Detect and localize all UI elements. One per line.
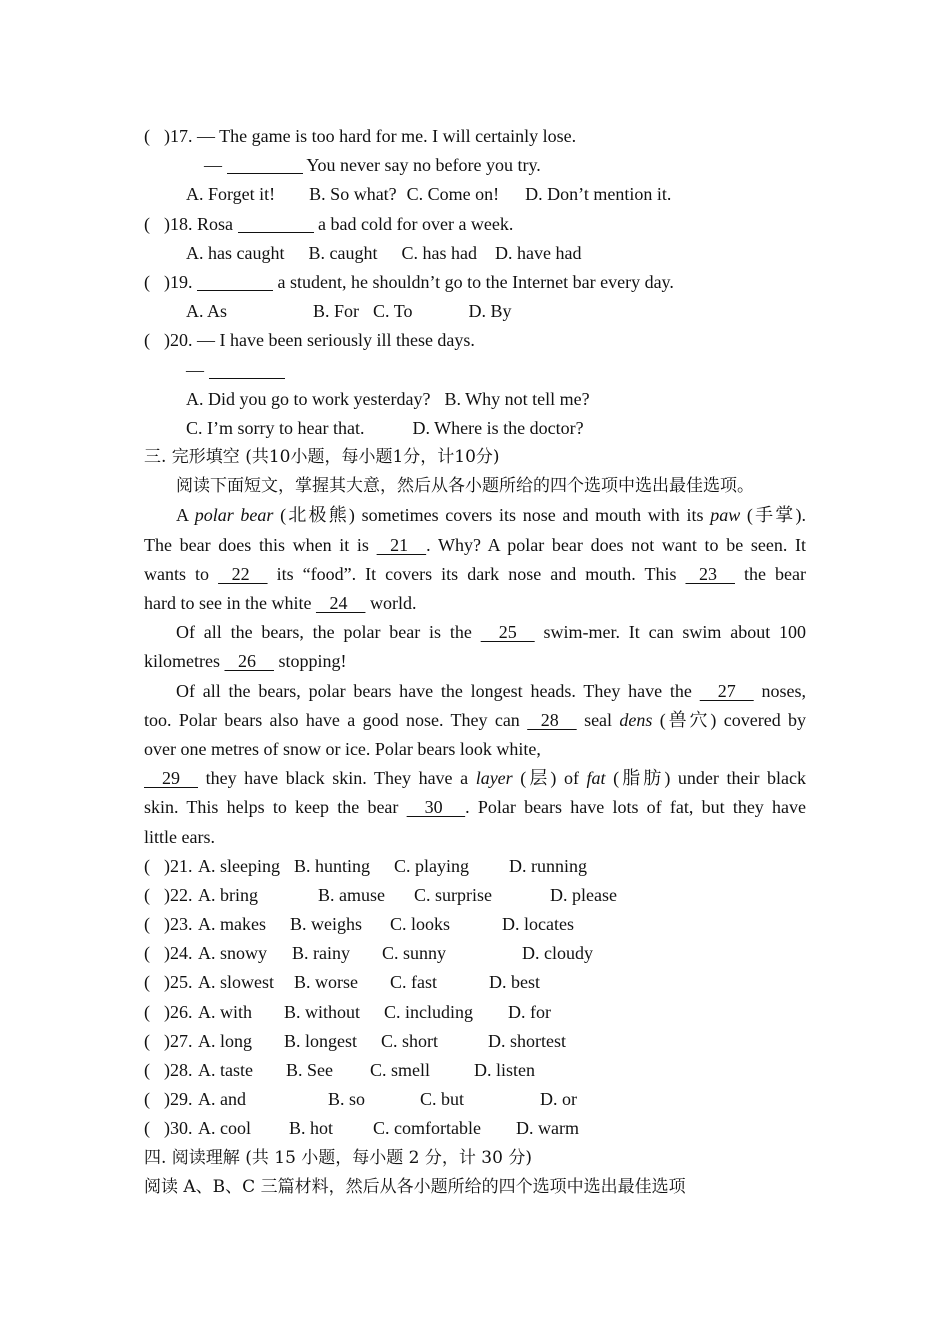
option-a[interactable]: A. As [186, 301, 228, 322]
passage-text: its “food”. It covers its dark nose and mouth. This [276, 563, 677, 584]
option-a[interactable]: A. and [198, 1089, 246, 1110]
option-d[interactable]: D. running [509, 855, 587, 876]
passage-line [144, 560, 806, 589]
cloze-options [144, 852, 806, 1144]
passage-line [144, 793, 806, 822]
blank-27[interactable]: 27 [699, 680, 754, 701]
passage-line [144, 647, 806, 676]
option-d[interactable]: D. for [508, 1001, 551, 1022]
option-row [144, 998, 806, 1027]
option-row [144, 852, 806, 881]
question-stem: a student, he shouldn’t go to the Internet bar every day. [277, 271, 674, 292]
passage-text: Of all the bears, the polar bear is the [176, 622, 472, 643]
option-c[interactable]: C. playing [394, 855, 469, 876]
passage-text: noses, [761, 680, 807, 701]
passage-text: hard to see in the white [144, 593, 312, 613]
answer-bracket[interactable]: ( [144, 330, 150, 351]
option-d[interactable]: D. shortest [488, 1030, 566, 1051]
worksheet-page [144, 122, 806, 1202]
passage-text: the bear [744, 563, 807, 584]
option-c[interactable]: C. surprise [414, 884, 492, 905]
option-d[interactable]: D. have had [494, 242, 582, 263]
option-row [144, 1056, 806, 1085]
option-d[interactable]: D. Don’t mention it. [525, 184, 672, 205]
blank-24[interactable]: 24 [315, 593, 366, 613]
question-19 [144, 268, 806, 297]
question-stem: — The game is too hard for me. I will certainly lose. [197, 126, 577, 146]
reply-dash: — [204, 155, 222, 176]
passage-line [144, 764, 806, 793]
question-number: )29. [164, 1089, 193, 1110]
question-number: )23. [164, 914, 193, 935]
passage-text: over one metres of snow or ice. Polar bears look white, [144, 738, 541, 759]
passage-line [144, 823, 806, 852]
section-4-title: 四. 阅读理解 (共 15 小题，每小题 2 分，计 30 分) [144, 1147, 532, 1168]
passage-line [144, 618, 806, 647]
option-a[interactable]: A. sleeping [198, 855, 280, 876]
blank-23[interactable]: 23 [685, 563, 735, 584]
reply-dash: — [186, 359, 204, 380]
question-20-reply [144, 356, 806, 385]
option-a[interactable]: A. taste [198, 1060, 253, 1080]
passage-text: kilometres [144, 651, 220, 672]
option-b[interactable]: B. See [286, 1060, 333, 1080]
passage-text: they have black skin. They have a [205, 768, 469, 789]
question-number: )20. [164, 330, 193, 351]
option-b[interactable]: B. hot [289, 1118, 334, 1139]
passage-text: (手掌). [746, 505, 806, 526]
question-stem: — I have been seriously ill these days. [197, 330, 475, 351]
reply-text: You never say no before you try. [306, 155, 541, 176]
option-d[interactable]: D. cloudy [522, 943, 593, 964]
answer-bracket[interactable]: ( [144, 943, 150, 964]
option-row [144, 968, 806, 997]
option-b[interactable]: B. so [328, 1089, 366, 1110]
option-a[interactable]: A. slowest [198, 972, 274, 993]
option-row [144, 939, 806, 968]
option-a[interactable]: A. bring [198, 884, 258, 905]
option-c[interactable]: C. To [373, 301, 413, 322]
option-row [144, 1114, 806, 1143]
passage-text: wants to [144, 563, 210, 584]
question-number: )28. [164, 1060, 193, 1080]
passage-line [144, 706, 806, 735]
blank-21[interactable]: 21 [376, 534, 427, 555]
option-b[interactable]: B. worse [294, 972, 358, 993]
option-b[interactable]: B. without [284, 1001, 361, 1022]
option-a[interactable]: A. cool [198, 1118, 251, 1139]
option-row [144, 1027, 806, 1056]
answer-blank[interactable] [238, 214, 314, 233]
answer-bracket[interactable]: ( [144, 914, 150, 935]
question-number: )19. [164, 271, 193, 292]
blank-28[interactable]: 28 [527, 709, 577, 730]
option-c[interactable]: C. short [381, 1030, 439, 1051]
option-a[interactable]: A. Did you go to work yesterday? [186, 388, 431, 409]
answer-bracket[interactable]: ( [144, 213, 150, 234]
question-18-options [144, 239, 806, 268]
question-number: )21. [164, 855, 193, 876]
passage-term: paw [710, 505, 741, 526]
option-b[interactable]: B. weighs [290, 914, 362, 935]
option-c[interactable]: C. but [420, 1089, 465, 1110]
option-d[interactable]: D. or [540, 1089, 577, 1110]
question-20-options-ab [144, 385, 806, 414]
question-number: )26. [164, 1001, 193, 1022]
blank-22[interactable]: 22 [218, 563, 268, 584]
option-b[interactable]: B. amuse [318, 884, 385, 905]
option-a[interactable]: A. with [198, 1001, 252, 1022]
passage-text: A [176, 505, 189, 526]
option-b[interactable]: B. longest [284, 1030, 358, 1051]
passage-term: layer [475, 768, 513, 789]
option-b[interactable]: B. Why not tell me? [444, 388, 590, 409]
passage-text: (脂肪) under their black [613, 768, 807, 789]
passage-term: fat [586, 768, 606, 789]
option-b[interactable]: B. For [313, 301, 360, 322]
option-b[interactable]: B. caught [308, 242, 378, 263]
option-c[interactable]: C. looks [390, 914, 451, 935]
passage-text: skin. This helps to keep the bear [144, 797, 399, 818]
passage-line [144, 677, 806, 706]
passage-text: too. Polar bears also have a good nose. They can [144, 709, 520, 730]
option-a[interactable]: A. snowy [198, 943, 268, 964]
blank-29[interactable]: 29 [144, 768, 198, 789]
passage-term: polar bear [194, 505, 274, 526]
question-number: )18. Rosa [164, 213, 233, 234]
option-b[interactable]: B. rainy [292, 943, 350, 964]
option-row [144, 881, 806, 910]
passage-text: world. [369, 593, 417, 613]
option-d[interactable]: D. locates [502, 914, 574, 935]
passage-line [144, 501, 806, 530]
section-3-title: 三. 完形填空 (共10小题，每小题1分，计10分) [144, 447, 500, 468]
question-18 [144, 210, 806, 239]
question-stem: a bad cold for over a week. [318, 213, 514, 234]
answer-bracket[interactable]: ( [144, 271, 150, 292]
option-a[interactable]: A. Forget it! [186, 184, 276, 205]
answer-bracket[interactable]: ( [144, 1089, 150, 1110]
answer-bracket[interactable]: ( [144, 1060, 150, 1080]
option-row [144, 910, 806, 939]
blank-26[interactable]: 26 [224, 651, 274, 672]
answer-bracket[interactable]: ( [144, 855, 150, 876]
passage-text: The bear does this when it is [144, 534, 369, 555]
question-number: )17. [164, 126, 193, 146]
question-number: )22. [164, 884, 193, 905]
passage-text: Of all the bears, polar bears have the longest heads. They have the [176, 680, 692, 701]
option-d[interactable]: D. best [489, 972, 540, 993]
option-c[interactable]: C. including [384, 1001, 473, 1022]
passage-line [144, 589, 806, 618]
question-number: )24. [164, 943, 193, 964]
question-number: )30. [164, 1118, 193, 1139]
answer-bracket[interactable]: ( [144, 1118, 150, 1139]
answer-bracket[interactable]: ( [144, 1030, 150, 1051]
passage-text: swim-mer. It can swim about 100 [543, 622, 807, 643]
option-a[interactable]: A. has caught [186, 242, 285, 263]
question-number: )25. [164, 972, 193, 993]
option-d[interactable]: D. warm [516, 1118, 579, 1139]
option-b[interactable]: B. hunting [294, 855, 371, 876]
answer-blank[interactable] [197, 272, 273, 291]
option-a[interactable]: A. makes [198, 914, 266, 935]
question-17 [144, 122, 806, 151]
blank-25[interactable]: 25 [480, 622, 535, 643]
question-20 [144, 326, 806, 355]
answer-bracket[interactable]: ( [144, 1001, 150, 1022]
option-d[interactable]: D. Where is the doctor? [412, 417, 584, 438]
question-17-reply [144, 151, 806, 180]
option-c[interactable]: C. comfortable [373, 1118, 481, 1139]
passage-term: dens [619, 709, 653, 730]
passage-line [144, 531, 806, 560]
passage-text: . Why? A polar bear does not want to be seen. It [426, 534, 807, 555]
option-c[interactable]: C. Come on! [406, 184, 500, 205]
blank-30[interactable]: 30 [406, 797, 466, 818]
option-d[interactable]: D. listen [474, 1060, 535, 1080]
question-17-options [144, 180, 806, 209]
option-b[interactable]: B. So what? [309, 184, 397, 205]
answer-blank[interactable] [209, 360, 285, 379]
section-4-instruction: 阅读 A、B、C 三篇材料，然后从各小题所给的四个选项中选出最佳选项 [144, 1176, 686, 1197]
passage-text: seal [584, 709, 613, 730]
passage-text: . Polar bears have lots of fat, but they have [465, 797, 806, 818]
option-d[interactable]: D. please [550, 884, 617, 905]
passage-text: (层) of [520, 768, 579, 789]
option-a[interactable]: A. long [198, 1030, 252, 1051]
passage-text: stopping! [278, 651, 347, 672]
option-c[interactable]: C. I’m sorry to hear that. [186, 417, 365, 438]
answer-blank[interactable] [227, 155, 303, 174]
question-number: )27. [164, 1030, 193, 1051]
answer-bracket[interactable]: ( [144, 884, 150, 905]
passage-text: little ears. [144, 826, 215, 847]
question-20-options-cd [144, 414, 806, 443]
option-c[interactable]: C. fast [390, 972, 437, 993]
answer-bracket[interactable]: ( [144, 972, 150, 993]
option-c[interactable]: C. sunny [382, 943, 447, 964]
question-19-options [144, 297, 806, 326]
answer-bracket[interactable]: ( [144, 126, 150, 146]
option-row [144, 1085, 806, 1114]
passage-text: (兽穴) covered by [659, 709, 807, 730]
option-c[interactable]: C. has had [401, 242, 477, 263]
passage-line [144, 735, 806, 764]
option-d[interactable]: D. By [468, 301, 512, 322]
passage-text: (北极熊) sometimes covers its nose and mouth with its [280, 505, 704, 526]
section-3-instruction: 阅读下面短文，掌握其大意，然后从各小题所给的四个选项中选出最佳选项。 [176, 476, 754, 497]
option-c[interactable]: C. smell [370, 1060, 431, 1080]
